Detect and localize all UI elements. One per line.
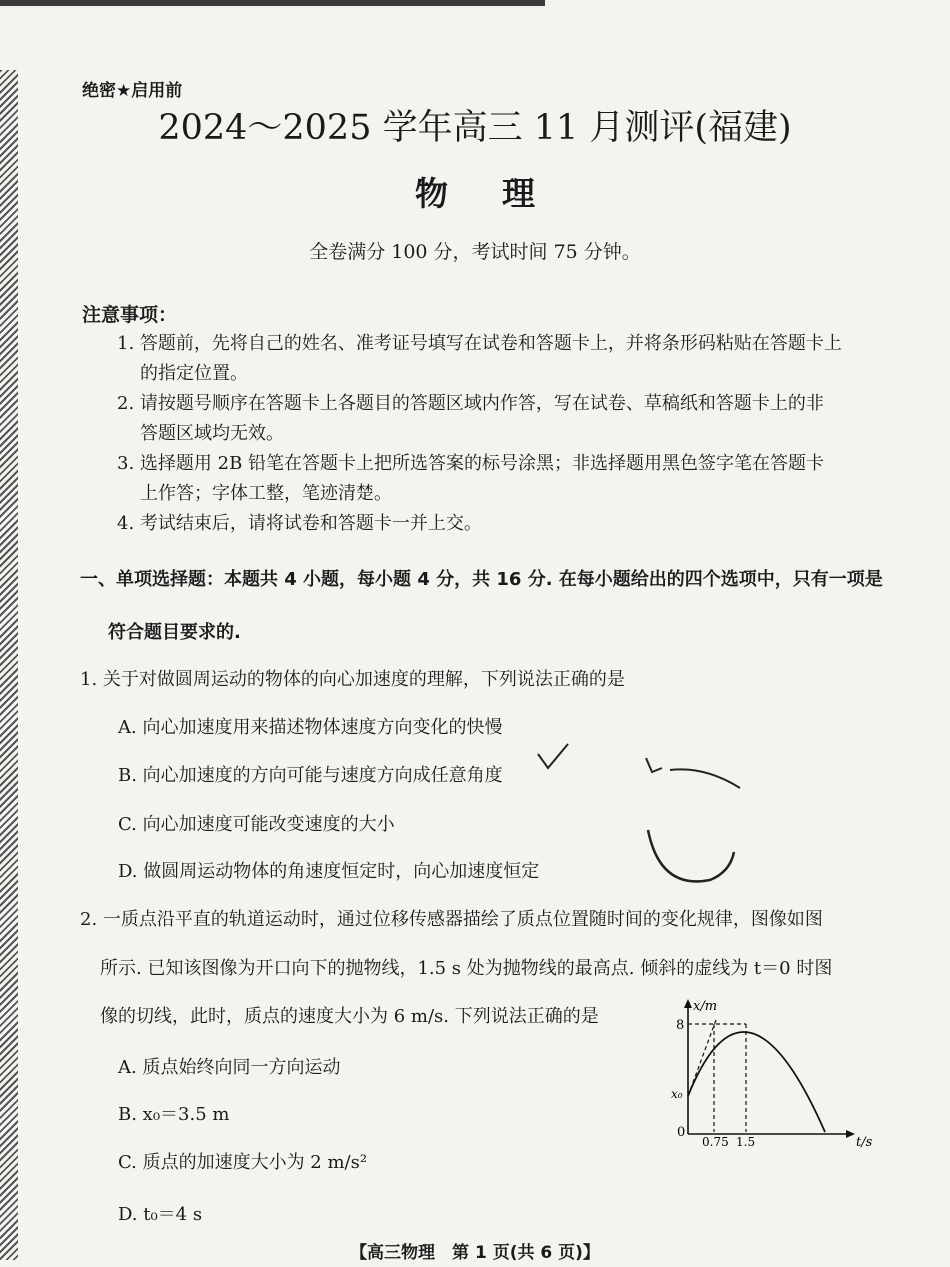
x-tick-075: 0.75	[702, 1135, 729, 1148]
question-1-option-d: D. 做圆周运动物体的角速度恒定时，向心加速度恒定	[118, 861, 540, 882]
position-time-graph	[662, 996, 882, 1148]
note-1: 1. 答题前，先将自己的姓名、准考证号填写在试卷和答题卡上，并将条形码粘贴在答题卡上	[117, 333, 842, 354]
question-1-option-a: A. 向心加速度用来描述物体速度方向变化的快慢	[118, 717, 503, 738]
note-1-cont: 的指定位置。	[140, 363, 248, 384]
x-axis-label: t/s	[856, 1135, 873, 1148]
question-2-stem-line-2: 所示. 已知该图像为开口向下的抛物线，1.5 s 处为抛物线的最高点. 倾斜的虚线为 t＝0 时图	[100, 958, 833, 979]
question-2-stem-line-3: 像的切线，此时，质点的速度大小为 6 m/s. 下列说法正确的是	[100, 1006, 599, 1027]
score-info: 全卷满分 100 分，考试时间 75 分钟。	[309, 241, 641, 263]
origin-label: 0	[677, 1125, 686, 1140]
subject-title: 物理	[415, 174, 589, 213]
question-2-option-d: D. t₀＝4 s	[118, 1204, 203, 1225]
question-2-option-a: A. 质点始终向同一方向运动	[118, 1057, 341, 1078]
page-footer: 【高三物理 第 1 页(共 6 页)】	[350, 1243, 600, 1263]
section-heading-cont: 符合题目要求的.	[108, 622, 241, 643]
handwritten-marks	[520, 740, 760, 890]
y-tick-x0: x₀	[671, 1087, 683, 1101]
question-1-stem: 1. 关于对做圆周运动的物体的向心加速度的理解，下列说法正确的是	[80, 669, 625, 690]
question-2-option-b: B. x₀＝3.5 m	[118, 1104, 230, 1125]
note-3-cont: 上作答；字体工整，笔迹清楚。	[140, 483, 392, 504]
y-tick-8: 8	[676, 1018, 685, 1033]
scan-top-edge	[0, 0, 950, 6]
section-heading: 一、单项选择题：本题共 4 小题，每小题 4 分，共 16 分. 在每小题给出的四个选项中，只有一项是	[80, 569, 883, 590]
question-2-stem-line-1: 2. 一质点沿平直的轨道运动时，通过位移传感器描绘了质点位置随时间的变化规律，图像如图	[80, 909, 823, 930]
y-axis-label: x/m	[693, 999, 718, 1014]
question-1-option-b: B. 向心加速度的方向可能与速度方向成任意角度	[118, 765, 503, 786]
note-2: 2. 请按题号顺序在答题卡上各题目的答题区域内作答，写在试卷、草稿纸和答题卡上的非	[117, 393, 824, 414]
y-axis-arrow	[684, 999, 692, 1008]
exam-title: 2024～2025 学年高三 11 月测评(福建)	[158, 108, 792, 148]
note-2-cont: 答题区域均无效。	[140, 423, 284, 444]
notes-heading: 注意事项：	[82, 304, 178, 326]
question-1-option-c: C. 向心加速度可能改变速度的大小	[118, 814, 395, 835]
note-3: 3. 选择题用 2B 铅笔在答题卡上把所选答案的标号涂黑；非选择题用黑色签字笔在答题卡	[117, 453, 825, 474]
note-4: 4. 考试结束后，请将试卷和答题卡一并上交。	[117, 513, 482, 534]
secret-label: 绝密★启用前	[82, 81, 183, 101]
question-2-option-c: C. 质点的加速度大小为 2 m/s²	[118, 1152, 368, 1173]
x-tick-15: 1.5	[736, 1135, 756, 1148]
x-axis-arrow	[846, 1130, 855, 1138]
parabola-curve	[688, 1032, 825, 1132]
